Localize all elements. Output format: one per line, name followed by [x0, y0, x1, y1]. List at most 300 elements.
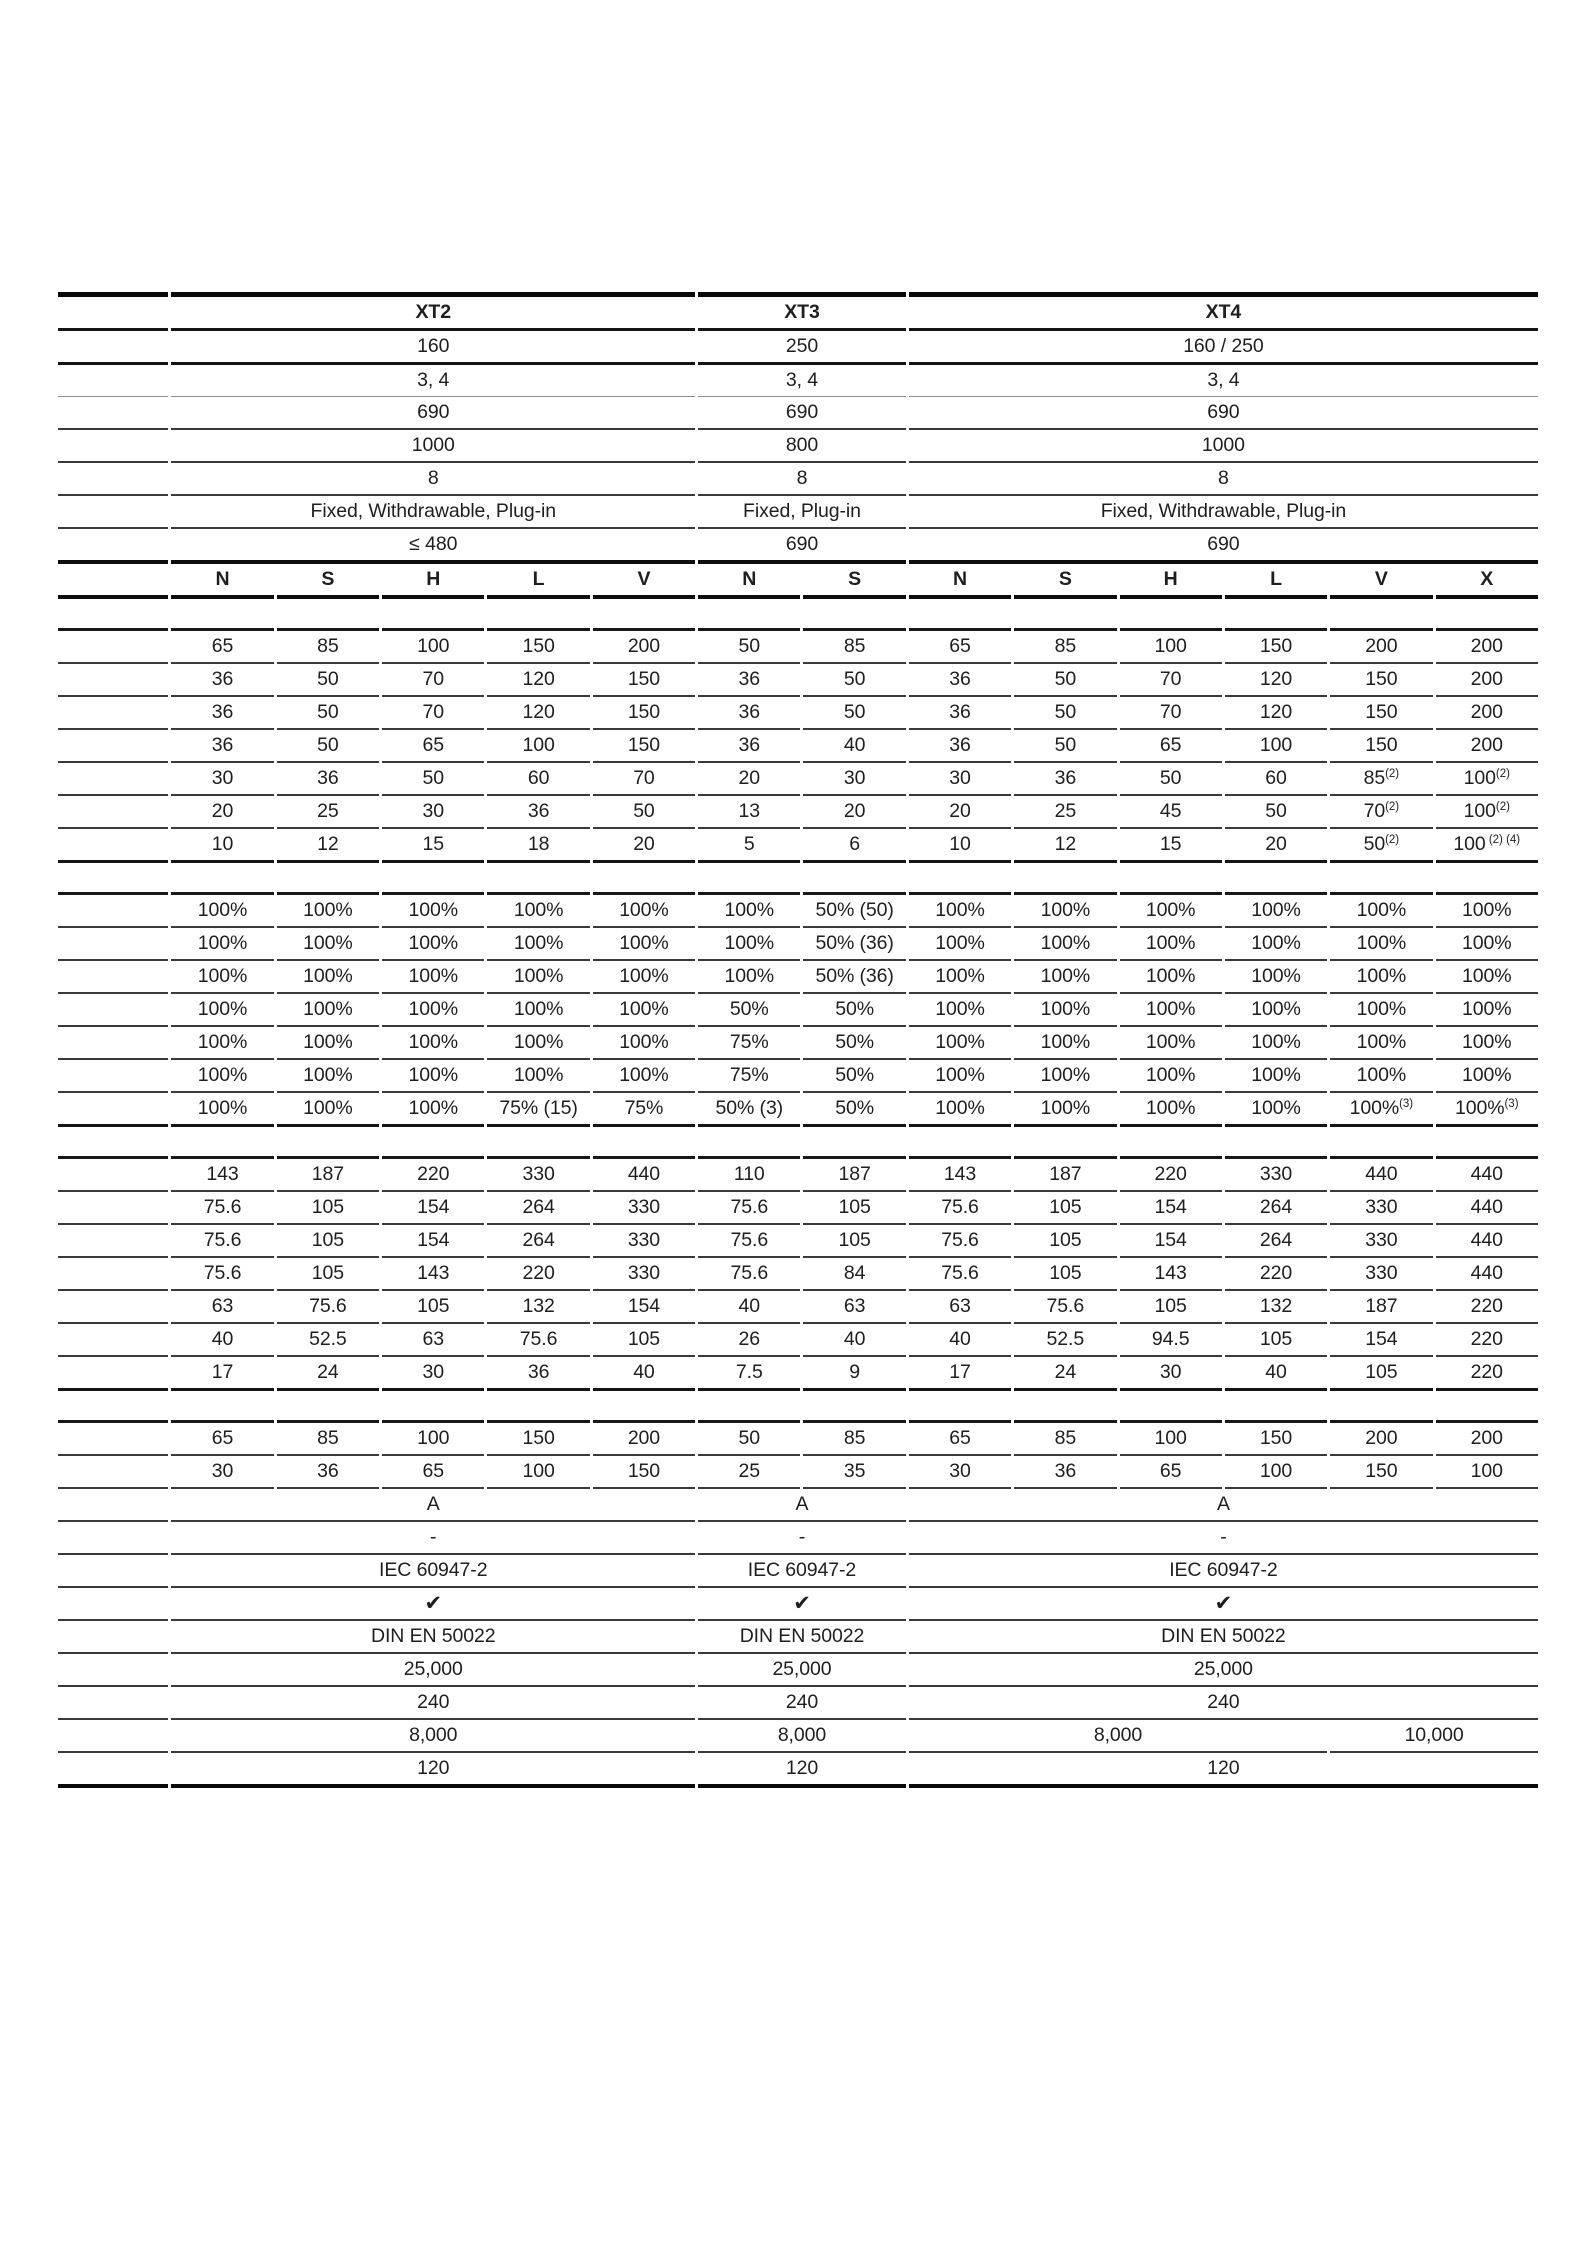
product-header-xt4: XT4 — [909, 292, 1538, 331]
table-cell: 70 — [382, 697, 484, 730]
table-cell: 100% — [1330, 961, 1432, 994]
table-cell: 50% — [803, 1027, 905, 1060]
table-cell: 100 — [1120, 628, 1222, 664]
table-cell: 15 — [382, 829, 484, 863]
table-cell: 690 — [171, 397, 695, 430]
table-cell: 100 $^{(2) (4)}$ — [1436, 829, 1538, 863]
row-label-cell — [58, 1225, 168, 1258]
table-cell: 100% — [277, 928, 379, 961]
table-cell: 100% — [593, 1060, 695, 1093]
table-cell: 100% — [909, 994, 1011, 1027]
table-cell: 36 — [171, 697, 273, 730]
table-cell: S — [277, 564, 379, 599]
table-cell: - — [909, 1522, 1538, 1555]
table-cell: 50 — [1014, 697, 1116, 730]
table-cell: 20 — [1225, 829, 1327, 863]
breaker-spec-table — [55, 292, 1541, 1788]
table-row — [58, 1192, 1538, 1225]
table-cell: 100% — [171, 1060, 273, 1093]
table-cell: 52.5 — [1014, 1324, 1116, 1357]
table-cell: A — [698, 1489, 906, 1522]
table-cell: 100% — [1225, 1093, 1327, 1127]
table-cell: 120 — [698, 1753, 906, 1788]
table-cell: 150 — [593, 1456, 695, 1489]
table-cell: 50 — [1225, 796, 1327, 829]
table-cell: 30 — [1120, 1357, 1222, 1391]
table-cell: 85 — [277, 1420, 379, 1456]
table-cell: 8 — [171, 463, 695, 496]
table-cell: 240 — [698, 1687, 906, 1720]
table-row — [58, 730, 1538, 763]
table-cell: L — [487, 564, 589, 599]
table-cell: 50 — [277, 730, 379, 763]
table-cell: 12 — [277, 829, 379, 863]
table-cell: 100% — [1330, 928, 1432, 961]
table-cell: 9 — [803, 1357, 905, 1391]
table-row — [58, 1093, 1538, 1127]
table-cell: 75% — [593, 1093, 695, 1127]
table-cell: 6 — [803, 829, 905, 863]
table-cell: 240 — [909, 1687, 1538, 1720]
table-cell: 52.5 — [277, 1324, 379, 1357]
table-row — [58, 829, 1538, 863]
table-cell: ≤ 480 — [171, 529, 695, 564]
table-cell: 100 — [487, 1456, 589, 1489]
table-cell: 100 — [487, 730, 589, 763]
row-label-cell — [58, 1192, 168, 1225]
table-cell: V — [1330, 564, 1432, 599]
table-cell: 100% — [1225, 1060, 1327, 1093]
table-cell: 36 — [909, 664, 1011, 697]
table-cell: 105 — [1120, 1291, 1222, 1324]
table-row — [58, 796, 1538, 829]
table-cell: 30 — [171, 763, 273, 796]
table-cell: 690 — [698, 397, 906, 430]
table-cell: 100% — [277, 961, 379, 994]
table-cell: 17 — [909, 1357, 1011, 1391]
table-cell: Fixed, Plug-in — [698, 496, 906, 529]
row-label-cell — [58, 961, 168, 994]
table-cell: 70 — [382, 664, 484, 697]
table-cell: 50 — [1014, 664, 1116, 697]
table-cell: 143 — [171, 1156, 273, 1192]
table-cell: 24 — [1014, 1357, 1116, 1391]
row-label-cell — [58, 928, 168, 961]
row-label-cell — [58, 1027, 168, 1060]
table-cell: 36 — [1014, 1456, 1116, 1489]
table-cell: 20 — [698, 763, 800, 796]
table-cell: 100% — [1225, 994, 1327, 1027]
table-row — [58, 961, 1538, 994]
table-cell: 65 — [171, 1420, 273, 1456]
table-cell: 330 — [1225, 1156, 1327, 1192]
table-row — [58, 928, 1538, 961]
table-cell: 330 — [1330, 1258, 1432, 1291]
table-cell: S — [803, 564, 905, 599]
spacer-cell — [58, 863, 1538, 892]
table-cell: 200 — [1436, 1420, 1538, 1456]
table-row — [58, 994, 1538, 1027]
table-cell: 60 — [487, 763, 589, 796]
table-row — [58, 1324, 1538, 1357]
table-cell: 36 — [487, 1357, 589, 1391]
table-cell: 100% — [698, 892, 800, 928]
table-cell: 100% — [1436, 961, 1538, 994]
table-cell: 440 — [1436, 1225, 1538, 1258]
table-cell: 75.6 — [909, 1225, 1011, 1258]
table-cell: 150 — [1330, 1456, 1432, 1489]
table-cell: 70 — [1120, 664, 1222, 697]
table-cell: H — [382, 564, 484, 599]
table-cell: 75.6 — [698, 1225, 800, 1258]
table-cell: 30 — [803, 763, 905, 796]
table-cell: 50% — [698, 994, 800, 1027]
row-label-cell — [58, 397, 168, 430]
table-row — [58, 697, 1538, 730]
table-cell: 100% — [1014, 1093, 1116, 1127]
table-cell: 100% — [1436, 1027, 1538, 1060]
table-cell: 100 — [382, 1420, 484, 1456]
table-row — [58, 1357, 1538, 1391]
table-row — [58, 1753, 1538, 1788]
table-cell: Fixed, Withdrawable, Plug-in — [171, 496, 695, 529]
table-cell: 50 — [277, 697, 379, 730]
table-cell: 63 — [171, 1291, 273, 1324]
table-cell: 100% — [1225, 961, 1327, 994]
table-cell: 100% — [1436, 892, 1538, 928]
table-cell: IEC 60947-2 — [698, 1555, 906, 1588]
table-cell: A — [171, 1489, 695, 1522]
table-cell: 30 — [382, 796, 484, 829]
table-cell: 8,000 — [171, 1720, 695, 1753]
table-cell: 264 — [487, 1192, 589, 1225]
row-label-cell — [58, 331, 168, 365]
table-cell: 36 — [909, 730, 1011, 763]
table-row — [58, 664, 1538, 697]
table-cell: 200 — [1436, 664, 1538, 697]
table-cell: 220 — [1436, 1357, 1538, 1391]
row-label-cell — [58, 1357, 168, 1391]
table-cell: 40 — [593, 1357, 695, 1391]
table-cell: 75.6 — [171, 1225, 273, 1258]
table-cell: 3, 4 — [171, 365, 695, 397]
row-label-cell — [58, 365, 168, 397]
spacer-row — [58, 599, 1538, 628]
table-cell: 105 — [277, 1192, 379, 1225]
table-cell: 50 — [382, 763, 484, 796]
table-cell: 120 — [487, 664, 589, 697]
table-cell: 100% — [1120, 994, 1222, 1027]
table-cell: 8,000 — [909, 1720, 1327, 1753]
table-cell: 220 — [1436, 1324, 1538, 1357]
table-cell: 50% (3) — [698, 1093, 800, 1127]
table-cell: 25 — [698, 1456, 800, 1489]
table-cell: 7.5 — [698, 1357, 800, 1391]
table-cell: 50 — [698, 628, 800, 664]
row-label-cell — [58, 1621, 168, 1654]
table-cell: A — [909, 1489, 1538, 1522]
table-cell: X — [1436, 564, 1538, 599]
table-cell: 105 — [803, 1192, 905, 1225]
table-row — [58, 628, 1538, 664]
table-row — [58, 1456, 1538, 1489]
table-cell: 105 — [1225, 1324, 1327, 1357]
footnote-marker: (2) — [1495, 801, 1510, 813]
table-cell: 50% (50) — [803, 892, 905, 928]
table-cell: 100% — [1225, 928, 1327, 961]
table-cell: 160 / 250 — [909, 331, 1538, 365]
table-cell: 36 — [277, 763, 379, 796]
row-label-cell — [58, 697, 168, 730]
table-cell: 132 — [1225, 1291, 1327, 1324]
table-cell: 100% — [487, 928, 589, 961]
table-cell: 100% — [382, 892, 484, 928]
table-cell: 220 — [487, 1258, 589, 1291]
table-cell: 100% — [1014, 961, 1116, 994]
table-cell: 30 — [382, 1357, 484, 1391]
table-cell: 8 — [698, 463, 906, 496]
table-cell: 250 — [698, 331, 906, 365]
table-cell: 85 — [803, 1420, 905, 1456]
table-cell: 150 — [1225, 1420, 1327, 1456]
table-cell: 330 — [593, 1192, 695, 1225]
table-cell: 690 — [698, 529, 906, 564]
table-cell: 150 — [487, 1420, 589, 1456]
table-cell: 100% — [1436, 994, 1538, 1027]
table-cell: 40 — [171, 1324, 273, 1357]
table-cell: 65 — [909, 628, 1011, 664]
table-cell: 75.6 — [909, 1192, 1011, 1225]
table-cell: 100% — [382, 1027, 484, 1060]
product-header-row — [58, 292, 1538, 331]
table-cell: 75.6 — [171, 1192, 273, 1225]
table-cell: 100% — [1330, 892, 1432, 928]
table-cell: 240 — [171, 1687, 695, 1720]
product-header-xt3: XT3 — [698, 292, 906, 331]
table-cell: 105 — [1014, 1225, 1116, 1258]
table-cell: 440 — [1436, 1258, 1538, 1291]
table-cell: 690 — [909, 529, 1538, 564]
table-cell: 100% — [1120, 892, 1222, 928]
table-cell: 220 — [382, 1156, 484, 1192]
table-cell: 100% — [909, 1060, 1011, 1093]
table-cell: 330 — [593, 1225, 695, 1258]
table-cell: 150 — [1225, 628, 1327, 664]
table-cell: - — [171, 1522, 695, 1555]
table-cell: 187 — [803, 1156, 905, 1192]
table-cell: 800 — [698, 430, 906, 463]
table-cell: 20 — [171, 796, 273, 829]
table-cell: 25,000 — [171, 1654, 695, 1687]
table-cell: 20 — [803, 796, 905, 829]
table-row — [58, 331, 1538, 365]
table-cell: 105 — [803, 1225, 905, 1258]
table-cell: 100% — [1330, 1027, 1432, 1060]
table-cell: 70 — [593, 763, 695, 796]
table-cell: 100% — [487, 1060, 589, 1093]
table-cell: 1000 — [909, 430, 1538, 463]
row-label-cell — [58, 1324, 168, 1357]
table-cell: 36 — [171, 730, 273, 763]
checkmark-row — [58, 1588, 1538, 1621]
table-cell: 150 — [1330, 664, 1432, 697]
table-cell: 8,000 — [698, 1720, 906, 1753]
table-cell: 100% — [171, 892, 273, 928]
table-cell: 100 — [1436, 1456, 1538, 1489]
table-row — [58, 1621, 1538, 1654]
table-cell: 105 — [1014, 1192, 1116, 1225]
table-cell: 100%$^{(3)}$ — [1436, 1093, 1538, 1127]
table-cell: N — [909, 564, 1011, 599]
table-cell: N — [171, 564, 273, 599]
table-cell: 132 — [487, 1291, 589, 1324]
table-cell: 45 — [1120, 796, 1222, 829]
table-cell: 100% — [593, 1027, 695, 1060]
product-header-xt2: XT2 — [171, 292, 695, 331]
row-label-cell — [58, 1060, 168, 1093]
table-cell: S — [1014, 564, 1116, 599]
table-cell: 330 — [593, 1258, 695, 1291]
table-cell: 200 — [1436, 730, 1538, 763]
table-cell: 100% — [593, 961, 695, 994]
table-row — [58, 1687, 1538, 1720]
table-row — [58, 1258, 1538, 1291]
table-cell: 264 — [1225, 1192, 1327, 1225]
table-cell: 143 — [382, 1258, 484, 1291]
table-cell: 50% — [803, 1060, 905, 1093]
table-cell: 105 — [277, 1258, 379, 1291]
table-cell: 187 — [1014, 1156, 1116, 1192]
table-cell: 100% — [171, 994, 273, 1027]
table-cell: 330 — [487, 1156, 589, 1192]
table-cell: 100% — [909, 1093, 1011, 1127]
table-cell: 65 — [171, 628, 273, 664]
footnote-marker: (2) — [1385, 801, 1400, 813]
row-label-cell — [58, 1522, 168, 1555]
table-cell: 63 — [382, 1324, 484, 1357]
table-cell: 25 — [1014, 796, 1116, 829]
table-cell: 25,000 — [698, 1654, 906, 1687]
table-cell: 50% (36) — [803, 928, 905, 961]
table-row — [58, 365, 1538, 397]
checkmark-icon: ✔ — [698, 1588, 906, 1621]
table-cell: 85 — [803, 628, 905, 664]
spacer-cell — [58, 599, 1538, 628]
table-cell: N — [698, 564, 800, 599]
table-cell: 36 — [909, 697, 1011, 730]
table-cell: 75.6 — [698, 1258, 800, 1291]
table-cell: 100% — [1120, 961, 1222, 994]
table-cell: 40 — [909, 1324, 1011, 1357]
table-cell: DIN EN 50022 — [909, 1621, 1538, 1654]
table-cell: 50 — [1014, 730, 1116, 763]
table-cell: - — [698, 1522, 906, 1555]
table-cell: 330 — [1330, 1225, 1432, 1258]
row-label-cell — [58, 730, 168, 763]
table-cell: 10,000 — [1330, 1720, 1538, 1753]
table-cell: 100% — [1014, 928, 1116, 961]
table-cell: 20 — [909, 796, 1011, 829]
table-cell: 150 — [1330, 697, 1432, 730]
table-cell: 100% — [382, 961, 484, 994]
table-cell: 18 — [487, 829, 589, 863]
table-cell: 3, 4 — [909, 365, 1538, 397]
table-cell: 70$^{(2)}$ — [1330, 796, 1432, 829]
row-label-cell — [58, 1093, 168, 1127]
table-cell: 264 — [487, 1225, 589, 1258]
table-cell: 75.6 — [277, 1291, 379, 1324]
table-row — [58, 763, 1538, 796]
row-label-cell — [58, 430, 168, 463]
table-cell: 75% — [698, 1060, 800, 1093]
table-cell: 25,000 — [909, 1654, 1538, 1687]
table-cell: 10 — [171, 829, 273, 863]
table-cell: 75.6 — [909, 1258, 1011, 1291]
table-cell: 105 — [593, 1324, 695, 1357]
table-cell: 40 — [698, 1291, 800, 1324]
table-cell: 50% — [803, 1093, 905, 1127]
table-cell: 220 — [1120, 1156, 1222, 1192]
table-cell: 220 — [1225, 1258, 1327, 1291]
table-cell: 100%$^{(3)}$ — [1330, 1093, 1432, 1127]
version-letters-row — [58, 564, 1538, 599]
table-cell: 100% — [171, 1027, 273, 1060]
table-cell: 40 — [803, 1324, 905, 1357]
table-cell: 25 — [277, 796, 379, 829]
table-cell: 15 — [1120, 829, 1222, 863]
table-cell: 65 — [1120, 1456, 1222, 1489]
table-cell: 154 — [1120, 1192, 1222, 1225]
table-cell: 220 — [1436, 1291, 1538, 1324]
table-cell: 143 — [1120, 1258, 1222, 1291]
row-label-cell — [58, 1654, 168, 1687]
table-cell: 100% — [1014, 892, 1116, 928]
table-cell: 100$^{(2)}$ — [1436, 763, 1538, 796]
table-cell: 36 — [698, 697, 800, 730]
table-cell: 94.5 — [1120, 1324, 1222, 1357]
table-cell: 150 — [593, 664, 695, 697]
table-cell: 440 — [1436, 1156, 1538, 1192]
row-label-cell — [58, 1456, 168, 1489]
table-cell: 100% — [1014, 1060, 1116, 1093]
table-row — [58, 1555, 1538, 1588]
table-cell: 30 — [909, 763, 1011, 796]
table-cell: 36 — [277, 1456, 379, 1489]
table-cell: 65 — [1120, 730, 1222, 763]
row-label-cell — [58, 1258, 168, 1291]
table-cell: 50% — [803, 994, 905, 1027]
table-cell: 200 — [1330, 628, 1432, 664]
table-cell: 100% — [382, 928, 484, 961]
row-label-cell — [58, 1291, 168, 1324]
footnote-marker: (3) — [1504, 1098, 1519, 1110]
table-cell: 187 — [277, 1156, 379, 1192]
table-cell: Fixed, Withdrawable, Plug-in — [909, 496, 1538, 529]
table-cell: 10 — [909, 829, 1011, 863]
table-cell: 105 — [1014, 1258, 1116, 1291]
table-cell: 154 — [1120, 1225, 1222, 1258]
row-label-cell — [58, 628, 168, 664]
spacer-row — [58, 1127, 1538, 1156]
table-cell: 120 — [1225, 664, 1327, 697]
table-cell: 63 — [909, 1291, 1011, 1324]
table-cell: 17 — [171, 1357, 273, 1391]
table-cell: 100% — [1436, 1060, 1538, 1093]
footnote-marker: (2) — [1385, 834, 1400, 846]
table-cell: 200 — [1330, 1420, 1432, 1456]
table-cell: 36 — [698, 664, 800, 697]
table-cell: 40 — [1225, 1357, 1327, 1391]
